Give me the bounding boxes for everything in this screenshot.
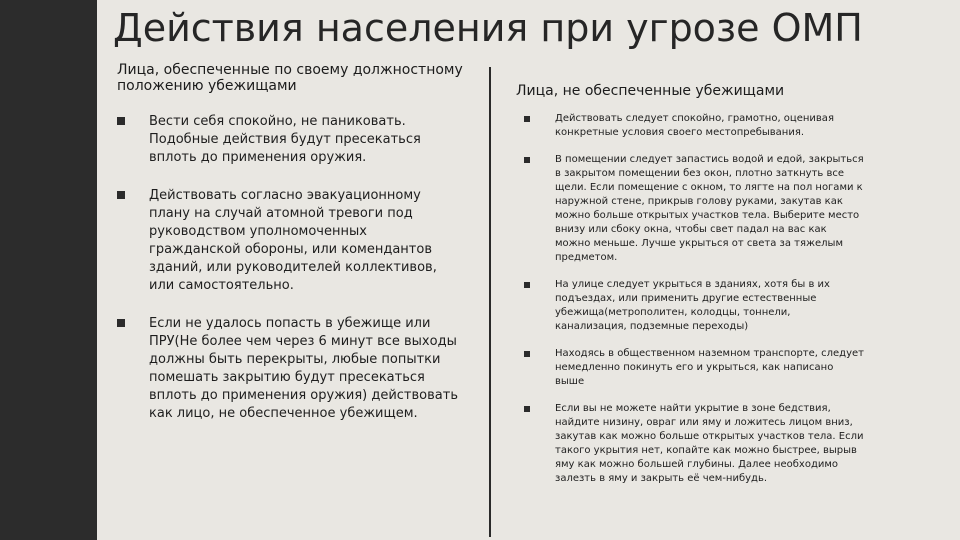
slide-title: Действия населения при угрозе ОМП: [113, 6, 863, 50]
list-item: [520, 278, 865, 334]
square-bullet-icon: [524, 116, 530, 122]
list-item: [520, 153, 865, 265]
list-item: [520, 402, 865, 486]
decorative-side-bar: [0, 0, 97, 540]
right-column-heading: Лица, не обеспеченные убежищами: [516, 83, 785, 99]
list-item-text: Действовать согласно эвакуационному плану на случай атомной тревоги под руководством уполномоченных гражданской обороны, или комендантов зданий, или руководителей коллективов, или самостоятельно.: [149, 188, 437, 293]
square-bullet-icon: [524, 282, 530, 288]
left-column-heading: Лица, обеспеченные по своему должностному положению убежищами: [117, 62, 463, 94]
list-item-text: Действовать следует спокойно, грамотно, оценивая конкретные условия своего местопребывания.: [555, 113, 834, 138]
square-bullet-icon: [524, 157, 530, 163]
list-item: [117, 113, 462, 167]
list-item-text: Вести себя спокойно, не паниковать. Подобные действия будут пресекаться вплоть до применения оружия.: [149, 114, 421, 165]
list-item-text: В помещении следует запастись водой и едой, закрыться в закрытом помещении без окон, плотно заткнуть все щели. Если помещение с окном, то лягте на пол ногами к наружной стене, прикрыв голову руками, закутав как можно больше открытых участков тела. Выберите место внизу или сбоку окна, чтобы свет падал на вас как можно меньше. Лучше укрыться от света за тяжелым предметом.: [555, 154, 864, 263]
column-divider: [489, 67, 491, 537]
list-item: [117, 315, 462, 423]
square-bullet-icon: [524, 351, 530, 357]
list-item: [520, 112, 865, 140]
list-item: [117, 187, 462, 295]
list-item: [520, 347, 865, 389]
right-column-list: [520, 112, 865, 499]
left-column-list: [117, 113, 462, 443]
square-bullet-icon: [117, 319, 125, 327]
square-bullet-icon: [117, 117, 125, 125]
list-item-text: Если вы не можете найти укрытие в зоне бедствия, найдите низину, овраг или яму и ложитесь лицом вниз, закутав как можно больше открытых участков тела. Если такого укрытия нет, копайте как можно быстрее, вырыв яму как можно большей глубины. Далее необходимо залезть в яму и закрыть её чем-нибудь.: [555, 403, 864, 484]
list-item-text: На улице следует укрыться в зданиях, хотя бы в их подъездах, или применить другие естественные убежища(метрополитен, колодцы, тоннели, канализация, подземные переходы): [555, 279, 830, 332]
list-item-text: Находясь в общественном наземном транспорте, следует немедленно покинуть его и укрыться, как написано выше: [555, 348, 864, 387]
list-item-text: Если не удалось попасть в убежище или ПРУ(Не более чем через 6 минут все выходы должны быть перекрыты, любые попытки помешать закрытию будут пресекаться вплоть до применения оружия) действовать как лицо, не обеспеченное убежищем.: [149, 316, 458, 421]
square-bullet-icon: [117, 191, 125, 199]
square-bullet-icon: [524, 406, 530, 412]
